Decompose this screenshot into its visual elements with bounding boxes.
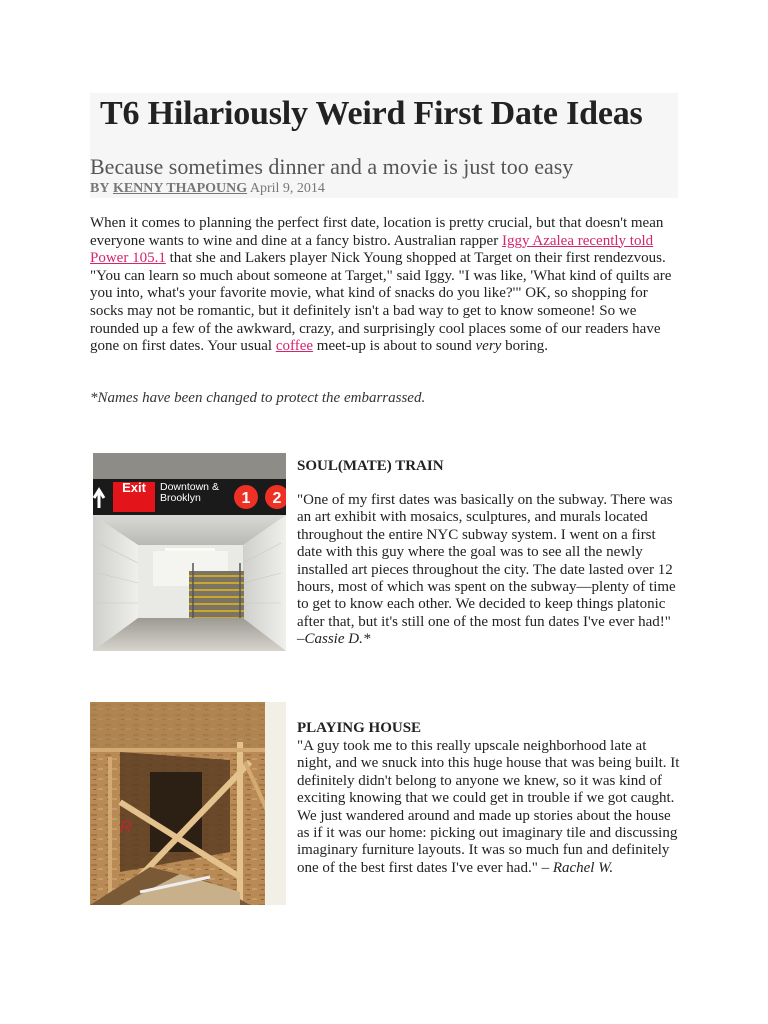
article-subtitle: Because sometimes dinner and a movie is just too easy — [90, 154, 574, 179]
svg-text:R: R — [120, 819, 132, 836]
author-link[interactable]: KENNY THAPOUNG — [112, 181, 248, 196]
subway-image — [93, 453, 286, 651]
intro-text: that she and Lakers player Nick Young shopped at Target on their first rendezvous. "You can learn so much about someone at Target," said Iggy. "I was like, 'What kind of quilts are you into, what's your favorite movie, what kind of snacks do you like?'" OK, so shopping for socks may not be romantic, but it definitely isn't a bad way to get to know someone! So we rounded up a few of the awkward, crazy, and surprisingly cool places some of our readers have gone on first dates. Your usual — [90, 250, 672, 355]
disclaimer: *Names have been changed to protect the embarrassed. — [90, 390, 426, 406]
construction-image — [90, 702, 286, 905]
coffee-link[interactable]: coffee — [275, 338, 314, 355]
section-title-playing-house: PLAYING HOUSE — [297, 720, 422, 736]
publish-date: April 9, 2014 — [249, 181, 325, 196]
intro-emphasis: very — [475, 338, 502, 355]
quote-text: "One of my first dates was basically on the subway. There was an art exhibit with mosaics, sculptures, and murals located throughout the entire NYC subway system. I went on a first date with this guy where the goal was to see all the newly installed art pieces throughout the city. The date lasted over 12 hours, most of which was spent on the subway—plenty of time to get to know each other. We decided to keep things platonic after that, but it's still one of the most fun dates I've ever had!" — [297, 492, 676, 630]
route-1-bullet: 1 — [241, 490, 251, 507]
quote-attribution: –Cassie D.* — [297, 631, 371, 648]
intro-text: When it comes to planning the perfect first date, location is pretty crucial, but that doesn't mean everyone wants to wine and dine at a fancy bistro. Australian rapper — [90, 215, 664, 249]
byline — [90, 180, 325, 198]
route-2-bullet: 2 — [272, 490, 282, 507]
section-body-playing-house — [297, 738, 682, 877]
quote-text: "A guy took me to this really upscale neighborhood late at night, and we snuck into this huge house that was being built. It definitely didn't belong to anyone we knew, so it was kind of exciting knowing that we could get in trouble if we got caught. We just wandered around and made up stories about the house as if it was our home: picking out imaginary tile and discussing imaginary furniture layouts. It was so much fun and definitely one of the best first dates I've ever had." – — [297, 738, 680, 876]
section-title-soulmate-train: SOUL(MATE) TRAIN — [297, 458, 444, 474]
byline-prefix: BY — [90, 181, 110, 196]
quote-attribution: Rachel W. — [552, 859, 614, 876]
subway-stairs — [189, 563, 244, 626]
intro-text: boring. — [501, 338, 548, 355]
intro-text: meet-up is about to sound — [313, 338, 476, 355]
sign-line1: Downtown & — [160, 481, 219, 493]
exit-sign-label: Exit — [122, 480, 146, 495]
section-body-soulmate-train — [297, 492, 682, 649]
intro-paragraph — [90, 215, 680, 356]
sign-line2: Brooklyn — [160, 492, 201, 504]
article-title: T6 Hilariously Weird First Date Ideas — [100, 95, 643, 132]
iggy-azalea-link[interactable]: Iggy Azalea recently told Power 105.1 — [90, 232, 654, 267]
subway-sign — [93, 479, 286, 515]
